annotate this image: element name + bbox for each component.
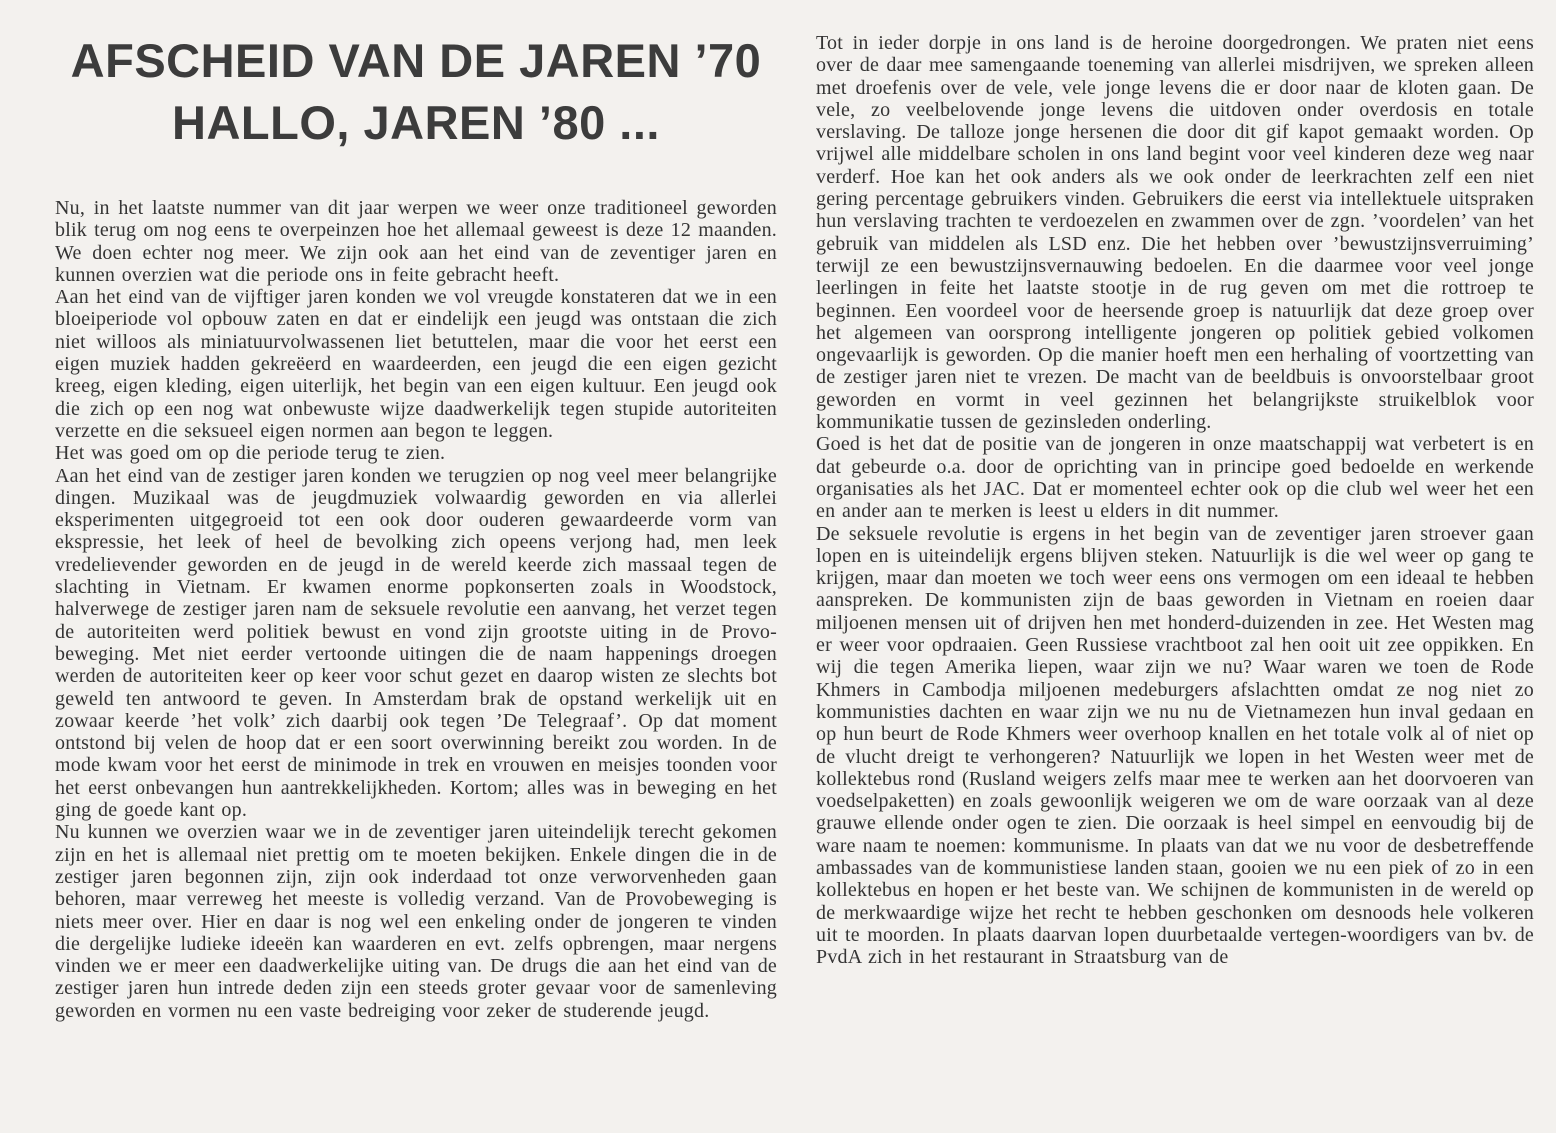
article-title [55,30,777,154]
article-paragraph: Nu kunnen we overzien waar we in de zeventiger jaren uiteindelijk terecht gekomen zijn en het is allemaal niet prettig om te moeten bekijken. Enkele dingen die in de zestiger jaren begonnen zijn, zijn ook inderdaad tot onze verworvenheden gaan behoren, maar verreweg het meeste is volledig verzand. Van de Provobeweging is niets meer over. Hier en daar is nog wel een enkeling onder de jongeren te vinden die dergelijke ludieke ideeën kan waarderen en evt. zelfs opbrengen, maar nergens vinden we er meer een daadwerkelijke uiting van. De drugs die aan het eind van de zestiger jaren hun intrede deden zijn een steeds groter gevaar voor de samenleving geworden en vormen nu een vaste bedreiging voor zeker de studerende jeugd. [55,821,777,1022]
article-paragraph: Goed is het dat de positie van de jongeren in onze maatschappij wat verbetert is en dat gebeurde o.a. door de oprichting van in principe goed bedoelde en werkende organisaties als het JAC. Dat er momenteel echter ook op die club wel weer het een en ander aan te merken is leest u elders in dit nummer. [816,433,1534,523]
article-paragraph: Het was goed om op die periode terug te zien. [55,442,446,465]
article-paragraph: Tot in ieder dorpje in ons land is de heroine doorgedrongen. We praten niet eens over de daar mee samengaande toeneming van allerlei misdrijven, we spreken alleen met droefenis over de vele, vele jonge levens die er door naar de kloten gaan. De vele, zo veelbelovende jonge levens die uitdoven onder overdosis en totale verslaving. De talloze jonge hersenen die door dit gif kapot gemaakt worden. Op vrijwel alle middelbare scholen in ons land begint voor veel kinderen deze weg naar verderf. Hoe kan het ook anders als we ook onder de leerkrachten zelf een niet gering percentage gebruikers vinden. Gebruikers die eerst via intellektuele uitspraken hun verslaving trachten te verdoezelen en zwammen over de zgn. ’voordelen’ van het gebruik van middelen als LSD enz. Die het hebben over ’bewustzijnsverruiming’ terwijl ze een bewustzijnsvernauwing bedoelen. En die daarmee voor veel jonge leerlingen in feite het laatste stootje in de rug geven om met die rottroep te beginnen. Een voordeel voor de heersende groep is natuurlijk dat deze groep over het algemeen van oorsprong intelligente jongeren op politiek gebied volkomen ongevaarlijk is geworden. Op die manier hoeft men een herhaling of voortzetting van de zestiger jaren niet te vrezen. De macht van de beeldbuis is onvoorstelbaar groot geworden en vormt in veel gezinnen het belangrijkste struikelblok voor kommunikatie tussen de gezinsleden onderling. [816,32,1534,434]
article-paragraph: Nu, in het laatste nummer van dit jaar werpen we weer onze traditioneel geworden blik terug om nog eens te overpeinzen hoe het allemaal geweest is deze 12 maanden. We doen echter nog meer. We zijn ook aan het eind van de zeventiger jaren en kunnen overzien wat die periode ons in feite gebracht heeft. [55,197,777,286]
left-column [55,0,777,1022]
article-paragraph: Aan het eind van de vijftiger jaren konden we vol vreugde konstateren dat we in een bloeiperiode vol opbouw zaten en dat er eindelijk een jeugd was ontstaan die zich niet willoos als miniatuurvolwassenen liet betuttelen, maar die voor het eerst een eigen muziek hadden gekreëerd en waardeerden, een jeugd die een eigen gezicht kreeg, eigen kleding, eigen uiterlijk, het begin van een eigen kultuur. Een jeugd ook die zich op een nog wat onbewuste wijze daadwerkelijk tegen stupide autoriteiten verzette en die seksueel eigen normen aan begon te leggen. [55,286,777,442]
article-title-line-1: AFSCHEID VAN DE JAREN ’70 [70,34,762,87]
article-paragraph: De seksuele revolutie is ergens in het begin van de zeventiger jaren stroever gaan lopen en is uiteindelijk ergens blijven steken. Natuurlijk is die wel weer op gang te krijgen, maar dan moeten we toch weer eens ons vermogen om een ideaal te hebben aanspreken. De kommunisten zijn de baas geworden in Vietnam en roeien daar miljoenen mensen uit of drijven hen met honderd-duizenden in zee. Het Westen mag er weer voor opdraaien. Geen Russiese vrachtboot zal hen ooit uit zee oppikken. En wij die tegen Amerika liepen, waar zijn we nu? Waar waren we toen de Rode Khmers in Cambodja miljoenen medeburgers afslachtten omdat ze nog niet zo kommunisties dachten en waar zijn we nu nu de Vietnamezen hun inval gedaan en op hun beurt de Rode Khmers weer overhoop knallen en het totale volk al of niet op de vlucht dreigt te verhongeren? Natuurlijk we lopen in het Westen weer met de kollektebus rond (Rusland weigers zelfs maar mee te werken aan het doorvoeren van voedselpaketten) en zoals gewoonlijk weigeren we om de ware oorzaak van al deze grauwe ellende onder ogen te zien. Die oorzaak is heel simpel en eenvoudig bij de ware naam te noemen: kommunisme. In plaats van dat we nu voor de desbetreffende ambassades van de kommunistiese landen staan, gooien we nu een piek of zo in een kollektebus en hopen er het beste van. We schijnen de kommunisten in de wereld op de merkwaardige wijze het recht te hebben geschonken om desnoods hele volkeren uit te moorden. In plaats daarvan lopen duurbetaalde vertegen-woordigers van bv. de PvdA zich in het restaurant in Straatsburg van de [816,522,1534,969]
right-column-body [816,32,1534,968]
left-column-body [55,197,777,1022]
article-title-line-2: HALLO, JAREN ’80 ... [172,96,660,149]
article-paragraph: Aan het eind van de zestiger jaren konden we terugzien op nog veel meer belangrijke dingen. Muzikaal was de jeugdmuziek volwaardig geworden en via allerlei eksperimenten uitgegroeid tot een ook door ouderen gewaardeerde vorm van ekspressie, het leek of heel de bevolking zich opeens verjong had, men leek vredelievender geworden en de jeugd in de wereld keerde zich massaal tegen de slachting in Vietnam. Er kwamen enorme popkonserten zoals in Woodstock, halverwege de zestiger jaren nam de seksuele revolutie een aanvang, het verzet tegen de autoriteiten werd politiek bewust en vond zijn grootste uiting in de Provo-beweging. Met niet eerder vertoonde uitingen die de naam happenings droegen werden de autoriteiten keer op keer voor schut gezet en daarop wisten ze slechts bot geweld ten antwoord te geven. In Amsterdam brak de opstand werkelijk uit en zowaar keerde ’het volk’ zich daarbij ook tegen ’De Telegraaf’. Op dat moment ontstond bij velen de hoop dat er een soort overwinning bereikt zou worden. In de mode kwam voor het eerst de minimode in trek en vrouwen en meisjes toonden voor het eerst onbevangen hun aantrekkelijkheden. Kortom; alles was in beweging en het ging de goede kant op. [55,464,777,822]
right-column [816,0,1534,968]
